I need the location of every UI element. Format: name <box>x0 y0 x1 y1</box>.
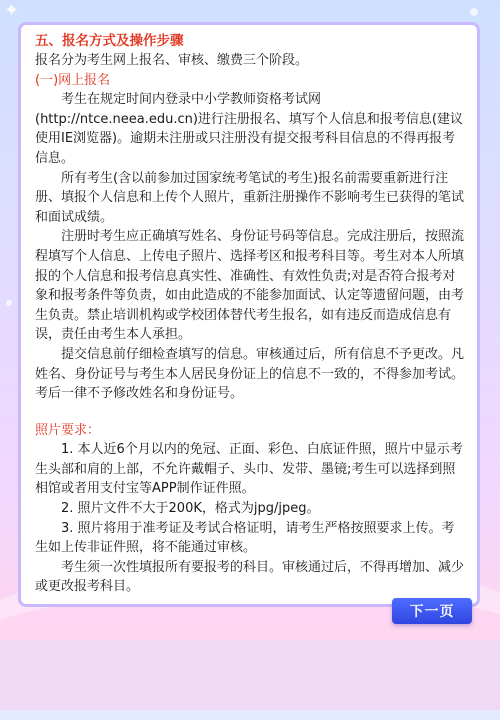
body-paragraph: 提交信息前仔细检查填写的信息。审核通过后，所有信息不予更改。凡姓名、身份证号与考生本人居民身份证上的信息不一致的，不得参加考试。考后一律不予修改姓名和身份证号。 <box>35 346 465 402</box>
subsection-title: (一)网上报名 <box>35 72 111 88</box>
photo-requirement-item: 2. 照片文件不大于200K，格式为jpg/jpeg。 <box>61 501 320 517</box>
bubble-decoration <box>6 300 12 306</box>
content-card <box>18 22 480 607</box>
spacer <box>35 404 467 421</box>
next-page-button[interactable]: 下一页 <box>392 598 472 624</box>
closing-paragraph: 考生须一次性填报所有要报考的科目。审核通过后，不得再增加、减少或更改报考科目。 <box>35 559 465 595</box>
photo-requirement-item: 3. 照片将用于准考证及考试合格证明，请考生严格按照要求上传。考生如上传非证件照，将不能通过审核。 <box>35 520 455 556</box>
section-title: 五、报名方式及操作步骤 <box>35 33 184 49</box>
photo-requirement-item: 1. 本人近6个月以内的免冠、正面、彩色、白底证件照，照片中显示考生头部和肩的上部，不允许戴帽子、头巾、发带、墨镜;考生可以选择到照相馆或者用支付宝等APP制作证件照。 <box>35 442 463 497</box>
section-intro: 报名分为考生网上报名、审核、缴费三个阶段。 <box>35 53 309 68</box>
body-paragraph: 考生在规定时间内登录中小学教师资格考试网(http://ntce.neea.edu.cn)进行注册报名、填写个人信息和报考信息(建议使用IE浏览器)。逾期未注册或只注册没有提交报考科目信息的不得再报考信息。 <box>35 92 463 166</box>
bubble-decoration <box>470 8 478 16</box>
body-paragraph: 注册时考生应正确填写姓名、身份证号码等信息。完成注册后，按照流程填写个人信息、上传电子照片、选择考区和报考科目等。考生对本人所填报的个人信息和报考信息真实性、准确性、有效性负责;对是否符合报考对象和报考条件等负责，如由此造成的不能参加面试、认定等遗留问题，由考生负责。禁止培训机构或学校团体替代考生报名，如有违反而造成信息有误，责任由考生本人承担。 <box>35 229 465 343</box>
body-paragraph: 所有考生(含以前参加过国家统考笔试的考生)报名前需要重新进行注册、填报个人信息和上传个人照片，重新注册操作不影响考生已获得的笔试和面试成绩。 <box>35 170 465 225</box>
star-decoration-icon: ✦ <box>4 0 20 21</box>
photo-requirements-title: 照片要求： <box>35 422 101 438</box>
